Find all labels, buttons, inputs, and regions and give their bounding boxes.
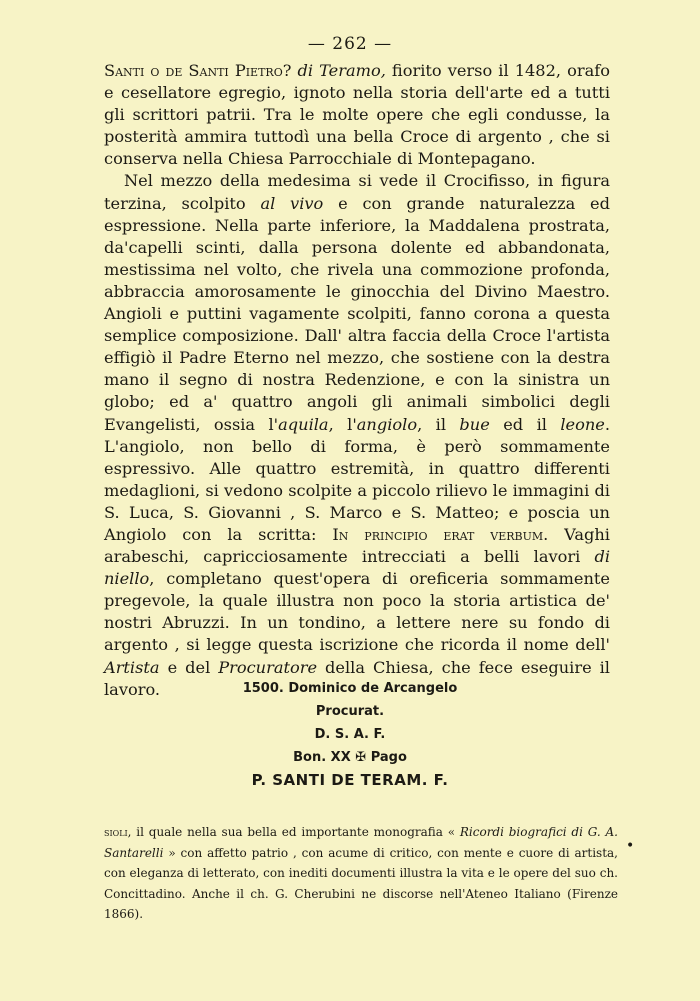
text-run: e del (159, 657, 219, 677)
cross-icon: ✠ (355, 750, 367, 765)
small-caps-run: In principio erat verbum (332, 524, 544, 544)
paragraph-santi-text: fiorito verso il 1482, orafo e cesellatore egregio, ignoto nella storia dell'arte ed a tutti gli scrittori patrii. Tra le molte opere che egli condusse, la posterità ammira tuttodì una bella Croce di argento , che si conserva nella Chiesa Parrocchiale di Montepagano. (104, 61, 610, 169)
text-run: , completano quest'opera di oreficeria sommamente pregevole, la quale illustra non poco la storia artistica de' nostri Abruzzi. In un tondino, a lettere nere su fondo di argento , si legge questa iscrizione che ricorda il nome dell' (104, 569, 610, 655)
text-run: , l' (328, 414, 357, 434)
italic-run: bue (459, 414, 490, 434)
inscription-block (0, 677, 700, 792)
page-number: — 262 — (307, 34, 393, 54)
query-mark: ? (282, 61, 292, 80)
inscription-line-5: P. SANTI DE TERAM. F. (251, 771, 449, 789)
text-run: il quale nella sua bella ed importante monografia « (131, 825, 460, 839)
artist-name: Santi o de Santi Pietro (104, 61, 283, 80)
inscription-line-4 (0, 746, 700, 769)
inscription-text: Pago (370, 750, 407, 765)
artist-origin: di Teramo, (297, 61, 386, 80)
italic-run: angiolo (356, 414, 418, 434)
italic-run: al vivo (260, 193, 324, 213)
inscription-line-1: 1500. Dominico de Arcangelo (242, 681, 458, 696)
text-run: , il (417, 414, 460, 434)
inscription-text: Bon. XX (293, 750, 351, 765)
main-text (104, 60, 610, 701)
text-run: » con affetto patrio , con acume di critico, con mente e cuore di artista, con eleganza di letterato, con inediti documenti illustra la vita e le opere del suo ch. Concittadino. Anche il ch. G. Cherubini ne discorse nell'Ateneo Italiano (Firenze 1866). (104, 845, 618, 921)
footnote (104, 822, 618, 925)
text-run: . L'angiolo, non bello di forma, è però sommamente espressivo. Alle quattro estremità, in quattro differenti medaglioni, si vedono scolpite a piccolo rilievo le immagini di S. Luca, S. Giovanni , S. Marco e S. Matteo; e poscia un Angiolo con la scritta: (104, 414, 611, 544)
inscription-line-3: D. S. A. F. (314, 727, 386, 742)
italic-run: Artista (104, 657, 160, 677)
italic-run: Procuratore (218, 657, 318, 677)
text-run: della Chiesa, che fece eseguire il lavoro. (104, 657, 610, 699)
italic-run: leone (560, 414, 605, 434)
inscription-line-2: Procurat. (315, 704, 385, 719)
text-run: e con grande naturalezza ed espressione. Nella parte inferiore, la Maddalena prostrata, da'capelli scinti, dalla persona dolente ed abbandonata, mestissima nel volto, che rivela una commozione profonda, abbraccia amorosamente le ginocchia del Divino Maestro. Angioli e puttini vagamente scolpiti, fanno corona a questa semplice composizione. Dall' altra faccia della Croce l'artista effigiò il Padre Eterno nel mezzo, che sostiene con la destra mano il segno di nostra Redenzione, e con la sinistra un globo; ed a' quattro angoli gli animali simbolici degli Evangelisti, ossia l' (104, 193, 610, 434)
paragraph-santi (104, 60, 610, 170)
italic-run: di niello (104, 547, 610, 589)
footnote-start: sioli, (104, 825, 132, 839)
margin-dot-icon: • (626, 838, 635, 854)
text-run: . Vaghi arabeschi, capricciosamente intrecciati a belli lavori (104, 524, 610, 567)
paragraph-croce (104, 170, 610, 700)
italic-run: aquila (278, 414, 329, 434)
text-run: ed il (489, 414, 561, 434)
italic-run: Ricordi biografici di G. A. Santarelli (104, 825, 618, 860)
text-run: Nel mezzo della medesima si vede il Crocifisso, in figura terzina, scolpito (104, 171, 610, 213)
